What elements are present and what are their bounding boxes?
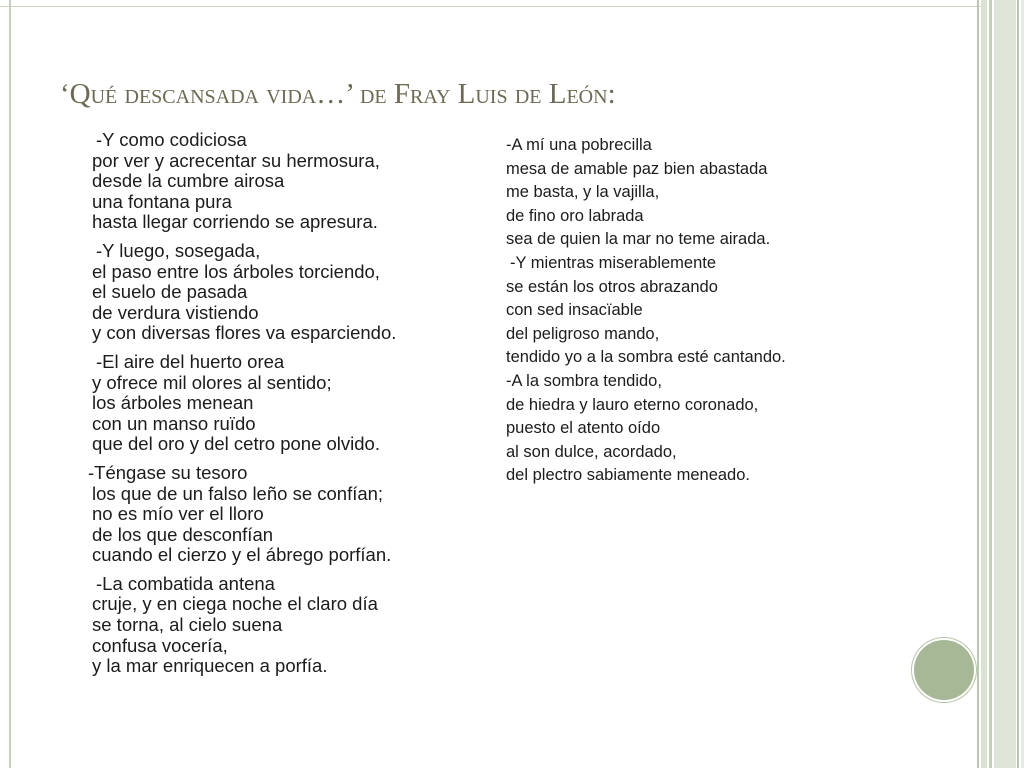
poem-line: que del oro y del cetro pone olvido. bbox=[92, 433, 380, 455]
poem-line: me basta, y la vajilla, bbox=[506, 183, 660, 202]
stanza bbox=[92, 130, 492, 233]
poem-line: el paso entre los árboles torciendo, bbox=[92, 260, 380, 282]
poem-line: mesa de amable paz bien abastada bbox=[506, 159, 768, 178]
poem-line: de los que desconfían bbox=[92, 523, 274, 545]
poem-line: al son dulce, acordado, bbox=[506, 442, 677, 461]
poem-line: de verdura vistiendo bbox=[92, 301, 259, 323]
poem-line: no es mío ver el lloro bbox=[92, 503, 264, 525]
poem-line: -Y mientras miserablemente bbox=[510, 253, 717, 272]
poem-line: y con diversas flores va esparciendo. bbox=[92, 322, 397, 344]
poem-line: y ofrece mil olores al sentido; bbox=[92, 371, 332, 393]
poem-line: una fontana pura bbox=[92, 190, 232, 212]
poem-line: con sed insacïable bbox=[506, 301, 643, 320]
right-stripe bbox=[981, 0, 987, 768]
poem-line: por ver y acrecentar su hermosura, bbox=[92, 149, 380, 171]
poem-line: confusa vocería, bbox=[92, 634, 228, 656]
stanza bbox=[88, 461, 492, 566]
poem-line: y la mar enriquecen a porfía. bbox=[92, 655, 328, 677]
stanza bbox=[92, 241, 492, 344]
right-stripe bbox=[994, 0, 1016, 768]
poem-right-column bbox=[506, 134, 906, 488]
poem-line: el suelo de pasada bbox=[92, 281, 248, 303]
right-stripe bbox=[977, 0, 979, 768]
poem-line: desde la cumbre airosa bbox=[92, 170, 285, 192]
poem-line: -La combatida antena bbox=[96, 572, 275, 594]
poem-line: los que de un falso leño se confían; bbox=[92, 482, 384, 504]
decorative-circle bbox=[914, 640, 974, 700]
right-stripe bbox=[989, 0, 992, 768]
right-stripe bbox=[1017, 0, 1019, 768]
poem-line: -A mí una pobrecilla bbox=[506, 136, 652, 154]
poem-line: se torna, al cielo suena bbox=[92, 614, 283, 636]
poem-line: del peligroso mando, bbox=[506, 324, 660, 343]
stanza bbox=[92, 574, 492, 677]
poem-line: se están los otros abrazando bbox=[506, 277, 718, 296]
poem-line: sea de quien la mar no teme airada. bbox=[506, 230, 771, 249]
poem-line: -Y como codiciosa bbox=[96, 129, 247, 150]
poem-line: tendido yo a la sombra esté cantando. bbox=[506, 348, 786, 367]
poem-line: con un manso ruïdo bbox=[92, 412, 256, 434]
poem-line: cruje, y en ciega noche el claro día bbox=[92, 593, 378, 615]
poem-line: puesto el atento oído bbox=[506, 419, 661, 438]
poem-line: de hiedra y lauro eterno coronado, bbox=[506, 395, 759, 414]
poem-line: -Y luego, sosegada, bbox=[96, 239, 261, 261]
poem-line: de fino oro labrada bbox=[506, 206, 644, 225]
poem-line: los árboles menean bbox=[92, 392, 254, 414]
left-border-line bbox=[9, 0, 11, 768]
poem-line: hasta llegar corriendo se apresura. bbox=[92, 211, 378, 233]
poem-line: -El aire del huerto orea bbox=[96, 350, 285, 372]
poem-left-column bbox=[88, 129, 492, 685]
top-border-line bbox=[0, 6, 985, 7]
poem-line: -A la sombra tendido, bbox=[506, 371, 662, 390]
slide-title: ‘Qué descansada vida…’ de Fray Luis de León: bbox=[60, 78, 616, 110]
poem-line: cuando el cierzo y el ábrego porfían. bbox=[92, 544, 392, 566]
poem-line: del plectro sabiamente meneado. bbox=[506, 466, 750, 485]
stanza bbox=[92, 352, 492, 455]
poem-line: -Téngase su tesoro bbox=[88, 461, 248, 483]
